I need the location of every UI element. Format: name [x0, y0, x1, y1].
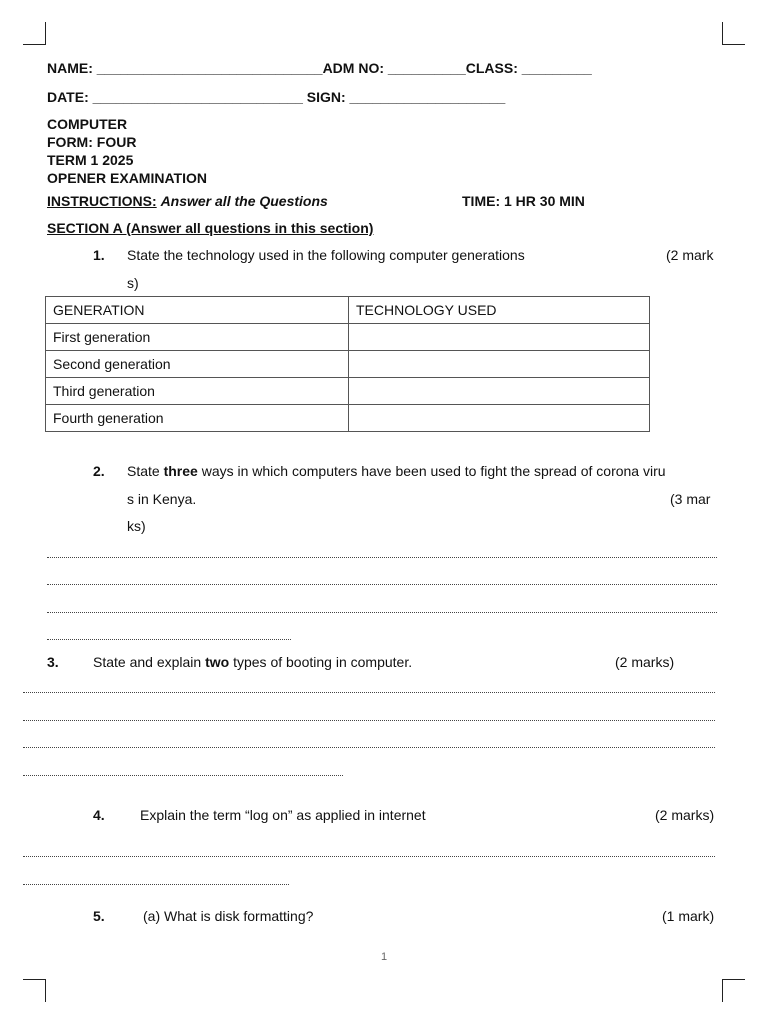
instructions-label: INSTRUCTIONS:: [47, 193, 157, 209]
answer-line: [23, 692, 715, 693]
answer-line: [23, 747, 715, 748]
table-cell-answer: [349, 324, 650, 351]
table-cell: Third generation: [46, 378, 349, 405]
table-row: [46, 378, 650, 405]
q2-number: 2.: [93, 463, 105, 479]
exam-title: OPENER EXAMINATION: [47, 170, 207, 186]
table-header-row: [46, 297, 650, 324]
answer-line: [23, 884, 289, 885]
answer-line: [23, 720, 715, 721]
q5-text: (a) What is disk formatting?: [143, 908, 314, 924]
generation-table: [45, 296, 650, 432]
name-line: NAME: _____________________________ADM NO: __________CLASS: _________: [47, 60, 592, 76]
table-cell: First generation: [46, 324, 349, 351]
q5-marks: (1 mark): [662, 908, 715, 924]
answer-line: [23, 775, 343, 776]
form-title: FORM: FOUR: [47, 134, 137, 150]
table-cell: Fourth generation: [46, 405, 349, 432]
term-title: TERM 1 2025: [47, 152, 134, 168]
crop-mark-bottom-right: [722, 979, 745, 1002]
q2-marks-cont: ks): [127, 518, 146, 534]
q1-marks-cont: s): [127, 275, 139, 291]
q3-text: [93, 654, 412, 670]
subject-title: COMPUTER: [47, 116, 128, 132]
section-heading: SECTION A (Answer all questions in this section): [47, 220, 374, 236]
q3-number: 3.: [47, 654, 59, 670]
page-number: 1: [381, 951, 388, 963]
table-cell-answer: [349, 351, 650, 378]
table-cell-answer: [349, 378, 650, 405]
q2-text-pre: State: [127, 463, 164, 479]
q2-text-line2: s in Kenya.: [127, 491, 197, 507]
q4-text: Explain the term “log on” as applied in internet: [140, 807, 426, 823]
date-line: DATE: ___________________________ SIGN: ____________________: [47, 89, 506, 105]
instructions: [47, 193, 328, 209]
table-cell: Second generation: [46, 351, 349, 378]
q2-text-bold: three: [163, 463, 198, 479]
q3-text-bold: two: [205, 654, 230, 670]
crop-mark-bottom-left: [23, 979, 46, 1002]
table-header-cell: GENERATION: [46, 297, 349, 324]
q2-marks: (3 mar: [670, 491, 711, 507]
crop-mark-top-left: [23, 22, 46, 45]
exam-time: TIME: 1 HR 30 MIN: [462, 193, 585, 209]
q3-marks: (2 marks): [615, 654, 675, 670]
table-row: [46, 351, 650, 378]
instructions-text: Answer all the Questions: [160, 193, 328, 209]
q5-number: 5.: [93, 908, 105, 924]
table-cell-answer: [349, 405, 650, 432]
answer-line: [47, 639, 291, 640]
answer-line: [47, 612, 717, 613]
table-row: [46, 405, 650, 432]
answer-line: [47, 584, 717, 585]
q1-marks: (2 mark: [666, 247, 714, 263]
q3-text-post: types of booting in computer.: [229, 654, 413, 670]
q3-text-pre: State and explain: [93, 654, 206, 670]
q4-marks: (2 marks): [655, 807, 715, 823]
table-row: [46, 324, 650, 351]
crop-mark-top-right: [722, 22, 745, 45]
q2-text-post: ways in which computers have been used to fight the spread of corona viru: [197, 463, 666, 479]
q1-number: 1.: [93, 247, 105, 263]
answer-line: [47, 557, 717, 558]
answer-line: [23, 856, 715, 857]
q1-text: State the technology used in the following computer generations: [127, 247, 525, 263]
q2-text: [127, 463, 666, 479]
table-header-cell: TECHNOLOGY USED: [349, 297, 650, 324]
q4-number: 4.: [93, 807, 105, 823]
